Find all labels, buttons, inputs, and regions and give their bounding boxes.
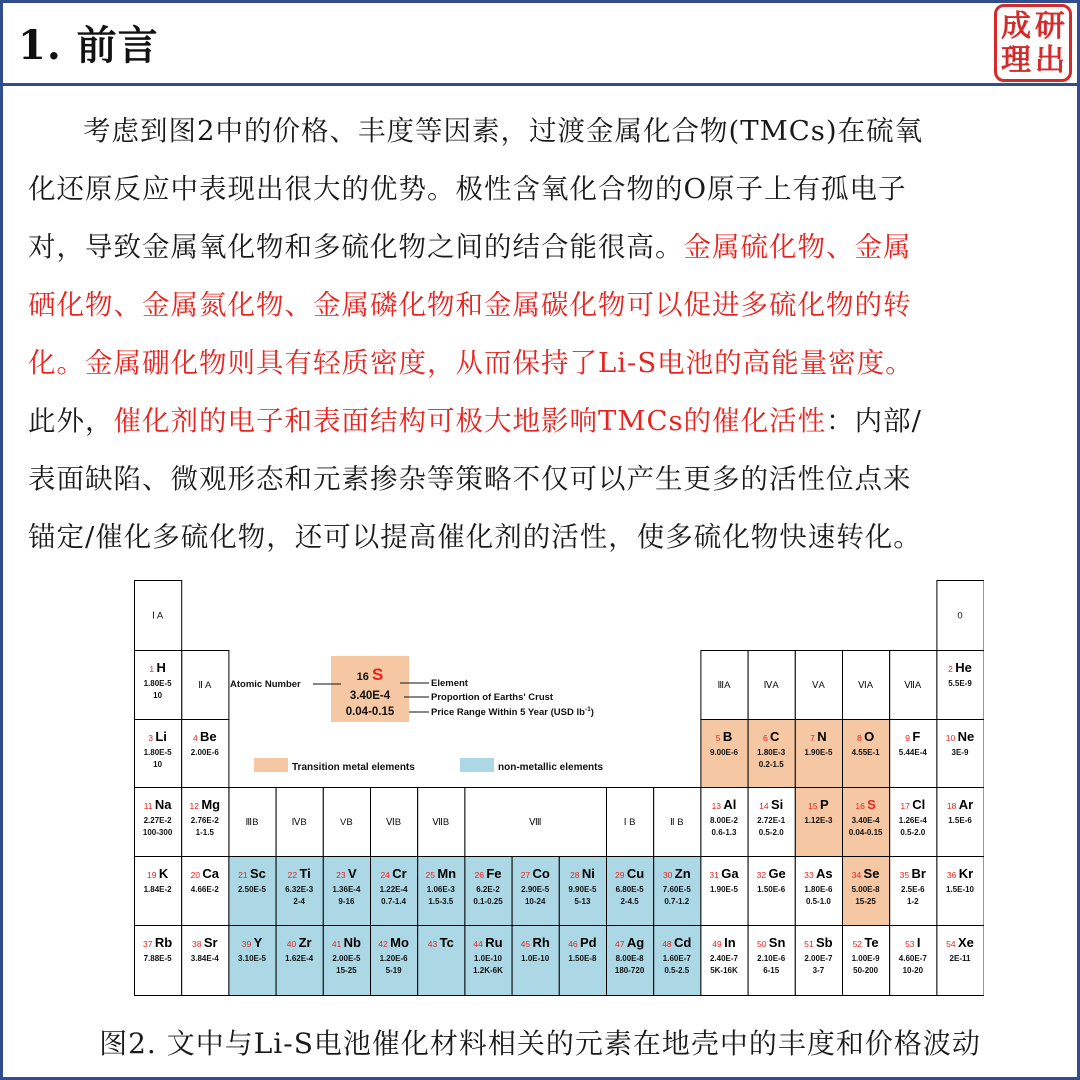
symbol-text: I bbox=[916, 935, 921, 950]
abundance-value: 1.5E-6 bbox=[948, 816, 972, 825]
abundance-value: 5.44E-4 bbox=[898, 748, 927, 757]
body-paragraph bbox=[28, 102, 1058, 566]
atomic-number: 24 bbox=[380, 870, 393, 880]
atomic-number: 11 bbox=[143, 801, 155, 811]
atomic-number: 13 bbox=[711, 801, 724, 811]
legend-nonmetal-label: non-metallic elements bbox=[498, 762, 604, 773]
group-label: Ⅱ B bbox=[669, 817, 684, 828]
atomic-number: 36 bbox=[946, 870, 959, 880]
abundance-value: 1.22E-4 bbox=[379, 885, 408, 894]
atomic-number: 17 bbox=[900, 801, 913, 811]
atomic-number: 2 bbox=[948, 664, 956, 674]
abundance-value: 2E-11 bbox=[949, 954, 971, 963]
abundance-value: 1.12E-3 bbox=[804, 816, 833, 825]
atomic-number: 6 bbox=[762, 733, 771, 743]
symbol-text: F bbox=[912, 729, 921, 744]
symbol-text: Na bbox=[154, 797, 172, 812]
abundance-value: 4.60E-7 bbox=[898, 954, 927, 963]
symbol-text: Zn bbox=[674, 866, 691, 881]
atomic-number: 47 bbox=[615, 939, 627, 949]
abundance-value: 9.00E-6 bbox=[709, 748, 739, 757]
atomic-number: 45 bbox=[520, 939, 533, 949]
atomic-number: 37 bbox=[143, 939, 155, 949]
symbol-text: Ti bbox=[299, 866, 311, 881]
atomic-number: 5 bbox=[715, 733, 723, 743]
symbol-text: Ag bbox=[626, 935, 645, 950]
logo-seal bbox=[994, 4, 1072, 82]
symbol-text: O bbox=[864, 729, 875, 744]
atomic-number: 16 bbox=[855, 801, 868, 811]
atomic-number: 14 bbox=[759, 801, 771, 811]
seal-char: 理 bbox=[1001, 43, 1031, 78]
abundance-value: 1.36E-4 bbox=[332, 885, 361, 894]
atomic-number: 18 bbox=[946, 801, 959, 811]
periodic-table-figure bbox=[134, 580, 984, 996]
text-segment: 锚定/催化多硫化物，还可以提高催化剂的活性，使多硫化物快速转化。 bbox=[28, 521, 922, 553]
price-range: 180-720 bbox=[614, 966, 645, 975]
abundance-value: 3.40E-4 bbox=[851, 816, 880, 825]
abundance-value: 5.5E-9 bbox=[948, 679, 972, 688]
atomic-number: 27 bbox=[520, 870, 533, 880]
atomic-number: 30 bbox=[662, 870, 675, 880]
text-segment: 对，导致金属氧化物和多硫化物之间的结合能很高。 bbox=[28, 231, 684, 263]
group-label: ⅤA bbox=[811, 680, 825, 691]
price-range: 1.5-3.5 bbox=[428, 897, 454, 906]
group-label: ⅦB bbox=[432, 817, 450, 828]
abundance-value: 7.60E-5 bbox=[662, 885, 691, 894]
symbol-text: Rh bbox=[532, 935, 550, 950]
symbol-text: Al bbox=[723, 797, 737, 812]
symbol-text: C bbox=[770, 729, 780, 744]
abundance-value: 1.80E-5 bbox=[143, 679, 172, 688]
group-label: ⅢA bbox=[717, 680, 731, 691]
symbol-text: Sb bbox=[816, 935, 833, 950]
atomic-number: 34 bbox=[851, 870, 864, 880]
symbol-text: H bbox=[156, 660, 166, 675]
symbol-text: Cd bbox=[674, 935, 692, 950]
atomic-number: 51 bbox=[804, 939, 817, 949]
atomic-number: 53 bbox=[905, 939, 917, 949]
atomic-number: 25 bbox=[425, 870, 438, 880]
price-range: 0.7-1.2 bbox=[664, 897, 690, 906]
abundance-value: 2.76E-2 bbox=[190, 816, 219, 825]
abundance-value: 1.90E-5 bbox=[709, 885, 739, 894]
abundance-value: 1.84E-2 bbox=[143, 885, 172, 894]
page-title: 1. 前言 bbox=[18, 22, 159, 69]
atomic-number: 8 bbox=[856, 733, 865, 743]
paragraph-line bbox=[28, 392, 1058, 450]
paragraph-line bbox=[28, 160, 1058, 218]
text-segment: 此外， bbox=[28, 405, 114, 437]
group-label: ⅣB bbox=[291, 817, 307, 828]
symbol-text: Cu bbox=[626, 866, 645, 881]
symbol-text: Y bbox=[253, 935, 263, 950]
text-segment: 考虑到图2中的价格、丰度等因素，过渡金属化合物(TMCs)在硫氧 bbox=[83, 115, 924, 147]
symbol-text: Si bbox=[770, 797, 784, 812]
price-range: 9-16 bbox=[338, 897, 355, 906]
legend-sample-abundance: 3.40E-4 bbox=[349, 690, 391, 702]
price-range: 0.5-1.0 bbox=[805, 897, 831, 906]
symbol-text: Mn bbox=[437, 866, 457, 881]
legend-sample-price: 0.04-0.15 bbox=[345, 706, 395, 718]
price-range: 0.04-0.15 bbox=[848, 828, 883, 837]
atomic-number: 35 bbox=[899, 870, 912, 880]
group-label: Ⅷ bbox=[528, 817, 542, 828]
symbol-text: Nb bbox=[343, 935, 361, 950]
paragraph-line bbox=[28, 508, 1058, 566]
symbol-text: He bbox=[955, 660, 972, 675]
abundance-value: 8.00E-2 bbox=[709, 816, 739, 825]
symbol-text: Sc bbox=[249, 866, 266, 881]
paragraph-line bbox=[28, 102, 1058, 160]
abundance-value: 2.00E-7 bbox=[804, 954, 833, 963]
group-label: ⅢB bbox=[245, 817, 259, 828]
abundance-value: 5.00E-8 bbox=[851, 885, 880, 894]
abundance-value: 1.80E-5 bbox=[143, 748, 172, 757]
abundance-value: 1.50E-6 bbox=[757, 885, 786, 894]
abundance-value: 2.40E-7 bbox=[709, 954, 739, 963]
paragraph-line bbox=[28, 450, 1058, 508]
price-range: 0.2-1.5 bbox=[758, 760, 784, 769]
group-label: ⅥB bbox=[386, 817, 402, 828]
price-range: 0.1-0.25 bbox=[473, 897, 503, 906]
symbol-text: Mo bbox=[390, 935, 409, 950]
abundance-value: 2.50E-5 bbox=[237, 885, 267, 894]
atomic-number: 22 bbox=[287, 870, 300, 880]
atomic-number: 31 bbox=[709, 870, 722, 880]
price-range: 6-15 bbox=[763, 966, 780, 975]
price-label-end: ) bbox=[590, 707, 594, 718]
price-range: 1-1.5 bbox=[195, 828, 214, 837]
abundance-value: 1.0E-10 bbox=[521, 954, 550, 963]
highlighted-text: 化。金属硼化物则具有轻质密度，从而保持了Li-S电池的高能量密度。 bbox=[28, 347, 914, 379]
abundance-value: 1.60E-7 bbox=[662, 954, 691, 963]
atomic-number: 54 bbox=[946, 939, 958, 949]
symbol-text: Xe bbox=[957, 935, 974, 950]
symbol-text: Be bbox=[200, 729, 217, 744]
price-range: 10-20 bbox=[902, 966, 924, 975]
symbol-text: Zr bbox=[298, 935, 312, 950]
abundance-value: 2.00E-5 bbox=[332, 954, 361, 963]
element-label: Element bbox=[431, 678, 468, 689]
price-range: 15-25 bbox=[336, 966, 357, 975]
symbol-text: Ar bbox=[958, 797, 974, 812]
abundance-value: 1.50E-8 bbox=[568, 954, 597, 963]
abundance-value: 1.62E-4 bbox=[285, 954, 314, 963]
price-range: 10 bbox=[153, 760, 163, 769]
paragraph-line bbox=[28, 218, 1058, 276]
group-label: Ⅰ A bbox=[151, 610, 164, 622]
abundance-value: 1.5E-10 bbox=[945, 885, 975, 894]
atomic-number: 26 bbox=[474, 870, 487, 880]
symbol-text: As bbox=[816, 866, 833, 881]
symbol-text: Ca bbox=[202, 866, 220, 881]
price-range: 10 bbox=[153, 691, 163, 700]
price-range: 0.5-2.0 bbox=[758, 828, 784, 837]
symbol-text: N bbox=[817, 729, 827, 744]
price-range: 5-19 bbox=[385, 966, 402, 975]
symbol-text: V bbox=[347, 866, 357, 881]
atomic-number: 40 bbox=[286, 939, 299, 949]
seal-char: 成 bbox=[1001, 9, 1031, 44]
abundance-value: 1.06E-3 bbox=[426, 885, 455, 894]
abundance-value: 2.5E-6 bbox=[901, 885, 925, 894]
price-range: 3-7 bbox=[812, 966, 825, 975]
group-label: VB bbox=[340, 817, 353, 828]
symbol-text: K bbox=[158, 866, 169, 881]
price-label-superscript: -1 bbox=[584, 706, 591, 713]
paragraph-line bbox=[28, 334, 1058, 392]
symbol-text: Ne bbox=[957, 729, 975, 744]
price-range: 10-24 bbox=[524, 897, 546, 906]
symbol-text: Fe bbox=[486, 866, 502, 881]
symbol-text: Ru bbox=[485, 935, 503, 950]
highlighted-text: 催化剂的电子和表面结构可极大地影响TMCs的催化活性 bbox=[113, 405, 827, 437]
highlighted-text: 金属硫化物、金属 bbox=[683, 231, 912, 263]
header-bar bbox=[0, 0, 1080, 86]
symbol-text: Cl bbox=[912, 797, 926, 812]
abundance-value: 4.66E-2 bbox=[190, 885, 219, 894]
legend-swatch-nonmetal bbox=[460, 758, 494, 772]
group-label: 0 bbox=[957, 610, 963, 622]
atomic-number-label: Atomic Number bbox=[230, 679, 301, 690]
legend-swatch-transition bbox=[254, 758, 288, 772]
atomic-number: 44 bbox=[473, 939, 486, 949]
price-range: 1.2K-6K bbox=[473, 966, 503, 975]
symbol-text: Li bbox=[155, 729, 167, 744]
abundance-value: 6.80E-5 bbox=[615, 885, 644, 894]
seal-char: 研 bbox=[1035, 9, 1065, 44]
price-range: 5-13 bbox=[574, 897, 591, 906]
atomic-number: 39 bbox=[241, 939, 254, 949]
legend-transition-label: Transition metal elements bbox=[292, 762, 415, 773]
figure-caption: 图2. 文中与Li-S电池催化材料相关的元素在地壳中的丰度和价格波动 bbox=[99, 1027, 981, 1060]
atomic-number: 49 bbox=[712, 939, 725, 949]
symbol-text: Pd bbox=[580, 935, 597, 950]
symbol-text: Te bbox=[864, 935, 879, 950]
symbol-text: Se bbox=[863, 866, 880, 881]
text-segment: ：内部/ bbox=[826, 405, 922, 437]
atomic-number: 50 bbox=[756, 939, 769, 949]
atomic-number: 3 bbox=[148, 733, 156, 743]
abundance-value: 1.90E-5 bbox=[804, 748, 833, 757]
price-range: 2-4 bbox=[293, 897, 305, 906]
atomic-number: 1 bbox=[149, 664, 157, 674]
price-range: 50-200 bbox=[853, 966, 879, 975]
abundance-value: 2.72E-1 bbox=[757, 816, 786, 825]
paragraph-line bbox=[28, 276, 1058, 334]
price-range: 0.5-2.5 bbox=[664, 966, 690, 975]
group-label: ⅣA bbox=[763, 680, 779, 691]
symbol-text: Ga bbox=[721, 866, 739, 881]
seal-char: 出 bbox=[1035, 43, 1065, 78]
group-label: ⅦA bbox=[904, 680, 922, 691]
text-segment: 表面缺陷、微观形态和元素掺杂等策略不仅可以产生更多的活性位点来 bbox=[28, 463, 912, 495]
price-label bbox=[431, 706, 594, 718]
symbol-text: Cr bbox=[392, 866, 407, 881]
abundance-value: 1.80E-3 bbox=[757, 748, 786, 757]
symbol-text: Br bbox=[911, 866, 926, 881]
price-range: 0.6-1.3 bbox=[711, 828, 737, 837]
atomic-number: 15 bbox=[808, 801, 820, 811]
abundance-value: 1.20E-6 bbox=[379, 954, 408, 963]
abundance-value: 6.32E-3 bbox=[285, 885, 314, 894]
atomic-number: 41 bbox=[331, 939, 344, 949]
atomic-number: 52 bbox=[852, 939, 865, 949]
symbol-text: Ge bbox=[768, 866, 786, 881]
price-range: 100-300 bbox=[142, 828, 173, 837]
group-label: ⅥA bbox=[858, 680, 874, 691]
price-range: 0.5-2.0 bbox=[900, 828, 926, 837]
abundance-value: 3.84E-4 bbox=[190, 954, 219, 963]
symbol-text: Mg bbox=[201, 797, 221, 812]
symbol-text: Ni bbox=[581, 866, 595, 881]
symbol-text: Sr bbox=[203, 935, 218, 950]
atomic-number: 32 bbox=[756, 870, 769, 880]
price-label-text: Price Range Within 5 Year (USD lb bbox=[431, 707, 585, 718]
legend-sample-number: 16 bbox=[356, 671, 372, 683]
atomic-number: 23 bbox=[336, 870, 348, 880]
atomic-number: 43 bbox=[427, 939, 440, 949]
abundance-value: 1.00E-9 bbox=[851, 954, 880, 963]
legend-sample-element: S bbox=[371, 665, 384, 684]
abundance-value: 1.0E-10 bbox=[473, 954, 503, 963]
atomic-number: 42 bbox=[378, 939, 391, 949]
abundance-value: 1.80E-6 bbox=[804, 885, 833, 894]
proportion-label: Proportion of Earths' Crust bbox=[431, 692, 554, 703]
atomic-number: 7 bbox=[810, 733, 818, 743]
price-range: 0.7-1.4 bbox=[381, 897, 407, 906]
group-label: Ⅱ A bbox=[198, 680, 212, 691]
symbol-text: Co bbox=[532, 866, 550, 881]
symbol-text: Rb bbox=[154, 935, 173, 950]
abundance-value: 4.55E-1 bbox=[851, 748, 880, 757]
abundance-value: 2.10E-6 bbox=[757, 954, 786, 963]
atomic-number: 38 bbox=[192, 939, 204, 949]
atomic-number: 20 bbox=[190, 870, 203, 880]
text-segment: 化还原反应中表现出很大的优势。极性含氧化合物的O原子上有孤电子 bbox=[28, 173, 907, 205]
atomic-number: 46 bbox=[568, 939, 581, 949]
abundance-value: 3.10E-5 bbox=[237, 954, 267, 963]
abundance-value: 3E-9 bbox=[951, 748, 969, 757]
atomic-number: 29 bbox=[615, 870, 627, 880]
symbol-text: S bbox=[867, 797, 876, 812]
abundance-value: 2.90E-5 bbox=[521, 885, 550, 894]
atomic-number: 48 bbox=[662, 939, 675, 949]
price-range: 5K-16K bbox=[710, 966, 738, 975]
highlighted-text: 硒化物、金属氮化物、金属磷化物和金属碳化物可以促进多硫化物的转 bbox=[28, 289, 912, 321]
abundance-value: 1.26E-4 bbox=[898, 816, 927, 825]
atomic-number: 4 bbox=[192, 733, 201, 743]
symbol-text: B bbox=[722, 729, 733, 744]
symbol-text: Tc bbox=[439, 935, 454, 950]
atomic-number: 28 bbox=[569, 870, 582, 880]
symbol-text: Sn bbox=[768, 935, 786, 950]
atomic-number: 21 bbox=[238, 870, 250, 880]
atomic-number: 12 bbox=[189, 801, 202, 811]
atomic-number: 10 bbox=[945, 733, 958, 743]
atomic-number: 9 bbox=[905, 733, 913, 743]
abundance-value: 2.27E-2 bbox=[143, 816, 172, 825]
group-label: Ⅰ B bbox=[623, 817, 636, 828]
price-range: 15-25 bbox=[855, 897, 876, 906]
symbol-text: Kr bbox=[958, 866, 974, 881]
abundance-value: 6.2E-2 bbox=[476, 885, 500, 894]
atomic-number: 19 bbox=[146, 870, 159, 880]
abundance-value: 2.00E-6 bbox=[190, 748, 219, 757]
symbol-text: P bbox=[819, 797, 829, 812]
abundance-value: 8.00E-8 bbox=[615, 954, 644, 963]
price-range: 1-2 bbox=[907, 897, 919, 906]
atomic-number: 33 bbox=[804, 870, 817, 880]
price-range: 2-4.5 bbox=[620, 897, 639, 906]
symbol-text: In bbox=[724, 935, 736, 950]
abundance-value: 9.90E-5 bbox=[568, 885, 597, 894]
abundance-value: 7.88E-5 bbox=[143, 954, 172, 963]
